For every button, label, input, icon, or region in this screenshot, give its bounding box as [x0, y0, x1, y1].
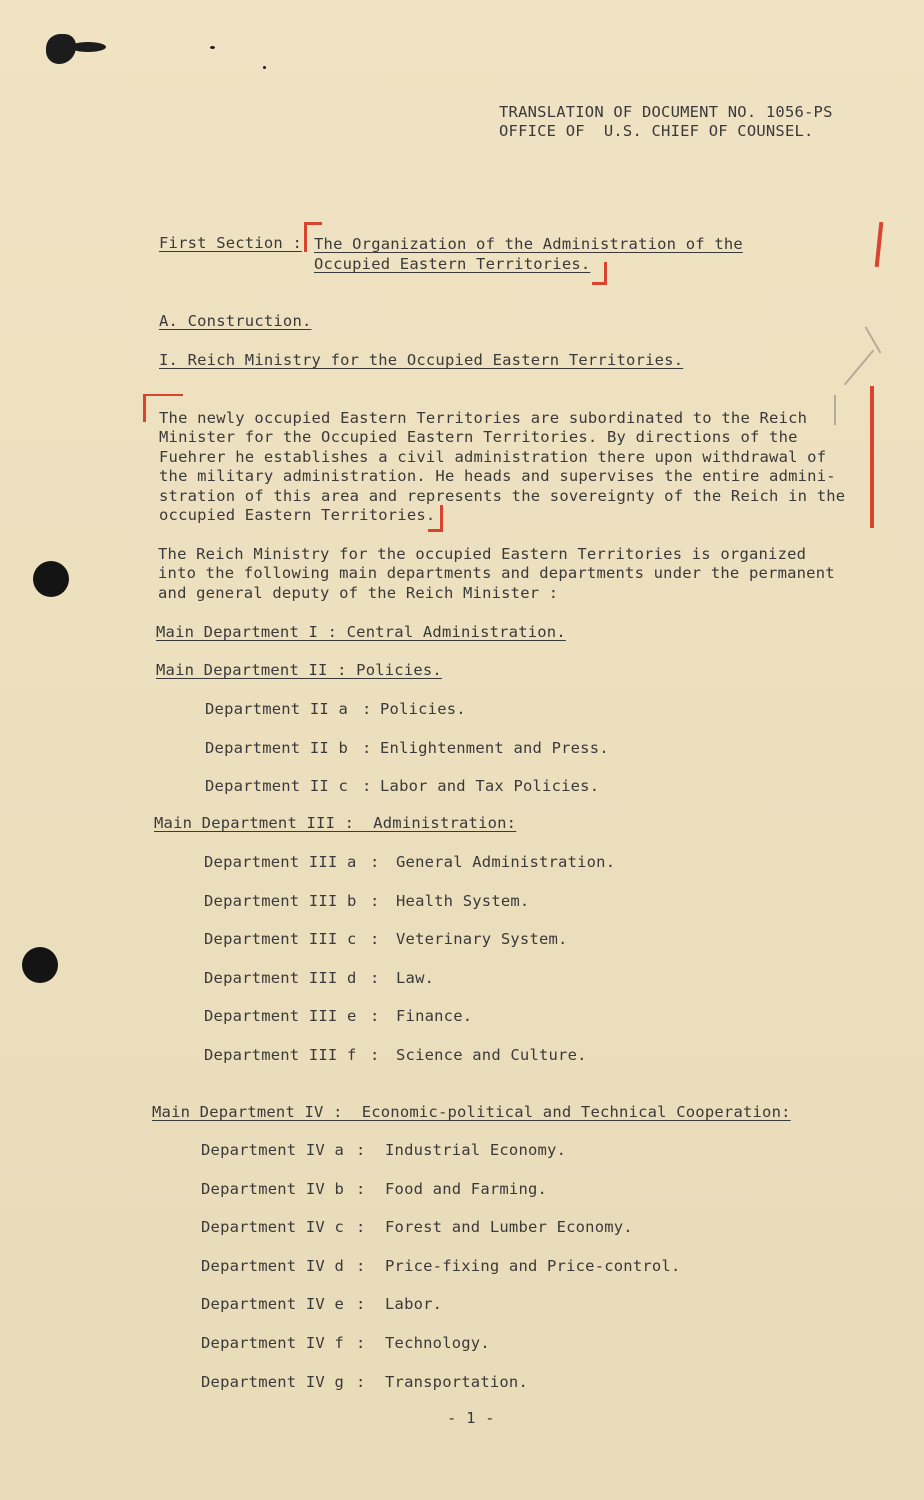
paragraph-line: The newly occupied Eastern Territories are subordinated to the Reich: [159, 409, 808, 427]
document-header-line: OFFICE OF U.S. CHIEF OF COUNSEL.: [499, 122, 814, 140]
department-separator: :: [370, 968, 380, 987]
subheading: A. Construction.: [159, 312, 312, 330]
department-name: Labor and Tax Policies.: [380, 777, 600, 796]
red-bracket-mark: [604, 262, 607, 284]
department-code: Department IV a: [201, 1141, 344, 1159]
pencil-mark: [834, 395, 836, 425]
department-code: Department IV c: [201, 1218, 344, 1237]
department-separator: :: [370, 1046, 380, 1064]
paragraph-line: The Reich Ministry for the occupied Eastern Territories is organized: [158, 545, 807, 563]
department-name: General Administration.: [396, 853, 616, 871]
department-code: Department III f: [204, 1046, 357, 1064]
department-code: Department IV f: [201, 1334, 344, 1352]
section-title: Occupied Eastern Territories.: [314, 255, 591, 273]
department-name: Science and Culture.: [396, 1046, 587, 1064]
page-number: - 1 -: [447, 1409, 495, 1427]
paragraph-line: into the following main departments and departments under the permanent: [158, 564, 835, 583]
paragraph-line: Fuehrer he establishes a civil administration there upon withdrawal of: [159, 447, 827, 466]
department-separator: :: [356, 1256, 366, 1275]
department-name: Enlightenment and Press.: [380, 738, 609, 757]
department-name: Forest and Lumber Economy.: [385, 1218, 633, 1237]
red-margin-line: [875, 222, 884, 267]
department-code: Department III a: [204, 853, 357, 871]
ink-blot-tail: [70, 42, 106, 52]
department-name: Health System.: [396, 891, 530, 910]
section-label: First Section :: [159, 234, 302, 252]
department-name: Industrial Economy.: [385, 1141, 567, 1159]
department-name: Food and Farming.: [385, 1179, 548, 1198]
document-header-line: TRANSLATION OF DOCUMENT NO. 1056-PS: [499, 103, 833, 121]
main-department-heading: Main Department I : Central Administration.: [156, 623, 566, 641]
paragraph-line: Minister for the Occupied Eastern Territories. By directions of the: [159, 428, 798, 447]
department-code: Department III b: [204, 891, 357, 910]
main-department-heading: Main Department II : Policies.: [156, 661, 442, 679]
red-bracket-mark: [143, 394, 183, 396]
department-code: Department III e: [204, 1007, 357, 1026]
department-code: Department IV d: [201, 1256, 344, 1275]
punch-hole: [22, 947, 58, 983]
department-code: Department IV e: [201, 1295, 344, 1314]
main-department-heading: Main Department III : Administration:: [154, 814, 517, 832]
red-bracket-mark: [428, 529, 443, 532]
department-separator: :: [362, 777, 372, 796]
department-name: Policies.: [380, 700, 466, 718]
department-name: Finance.: [396, 1007, 473, 1026]
department-code: Department II b: [205, 738, 348, 757]
red-bracket-mark: [592, 282, 607, 285]
ink-speck: [263, 66, 266, 69]
department-separator: :: [356, 1179, 366, 1198]
ink-speck: [210, 46, 215, 49]
department-code: Department III c: [204, 930, 357, 949]
main-department-heading: Main Department IV : Economic-political and Technical Cooperation:: [152, 1103, 791, 1121]
red-bracket-mark: [304, 222, 322, 225]
department-name: Technology.: [385, 1334, 490, 1352]
department-separator: :: [370, 891, 380, 910]
pencil-mark: [844, 350, 874, 386]
paragraph-line: and general deputy of the Reich Minister :: [158, 583, 559, 602]
department-name: Labor.: [385, 1295, 443, 1314]
department-separator: :: [356, 1372, 366, 1391]
department-name: Transportation.: [385, 1372, 528, 1391]
department-separator: :: [356, 1334, 366, 1352]
paragraph-line: occupied Eastern Territories.: [159, 506, 436, 524]
department-name: Veterinary System.: [396, 930, 568, 949]
department-code: Department II a: [205, 700, 348, 718]
department-code: Department II c: [205, 777, 348, 796]
department-name: Law.: [396, 968, 435, 987]
red-margin-line: [870, 386, 874, 528]
paragraph-line: stration of this area and represents the sovereignty of the Reich in the: [159, 486, 846, 505]
red-bracket-mark: [143, 394, 146, 422]
department-name: Price-fixing and Price-control.: [385, 1256, 681, 1275]
department-separator: :: [370, 853, 380, 871]
department-separator: :: [370, 1007, 380, 1026]
department-separator: :: [370, 930, 380, 949]
punch-hole: [33, 561, 69, 597]
red-bracket-mark: [440, 505, 443, 531]
department-separator: :: [356, 1141, 366, 1159]
red-bracket-mark: [304, 222, 307, 252]
department-separator: :: [356, 1295, 366, 1314]
department-separator: :: [362, 700, 372, 718]
department-code: Department IV g: [201, 1372, 344, 1391]
department-code: Department III d: [204, 968, 357, 987]
subheading: I. Reich Ministry for the Occupied Eastern Territories.: [159, 351, 684, 369]
department-code: Department IV b: [201, 1179, 344, 1198]
department-separator: :: [362, 738, 372, 757]
paragraph-line: the military administration. He heads and supervises the entire admini-: [159, 467, 836, 486]
department-separator: :: [356, 1218, 366, 1237]
section-title: The Organization of the Administration of the: [314, 235, 743, 253]
